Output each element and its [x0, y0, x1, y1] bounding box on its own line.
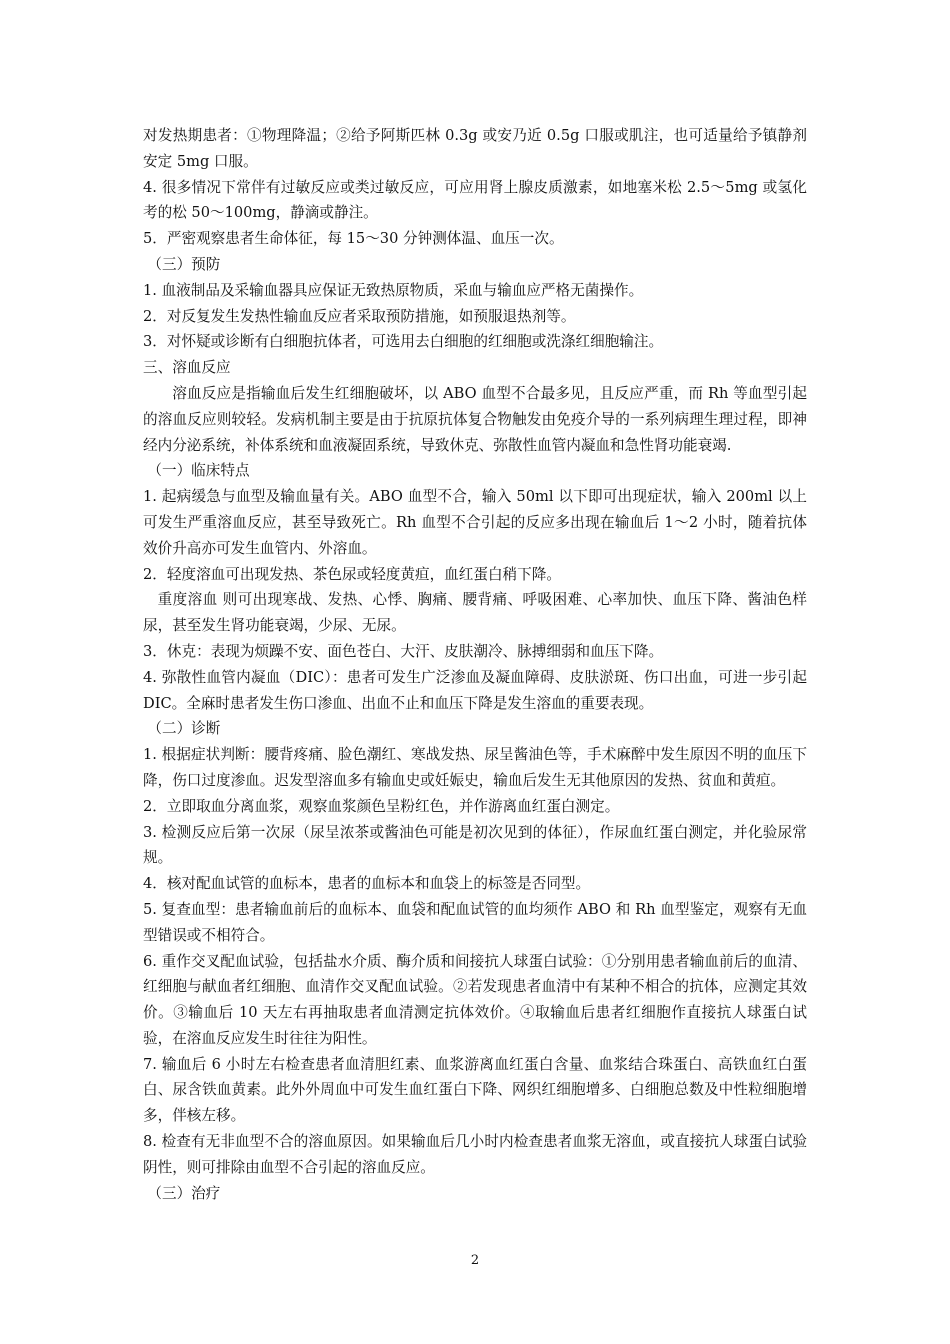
paragraph-severe-hemolysis: 重度溶血 则可出现寒战、发热、心悸、胸痛、腰背痛、呼吸困难、心率加快、血压下降、酱油色样尿，甚至发生肾功能衰竭，少尿、无尿。 [143, 591, 807, 635]
paragraph-diagnosis-2: 2．立即取血分离血浆，观察血浆颜色呈粉红色，并作游离血红蛋白测定。 [143, 797, 620, 815]
paragraph-prevention-3: 3．对怀疑或诊断有白细胞抗体者，可选用去白细胞的红细胞或洗涤红细胞输注。 [143, 333, 664, 351]
paragraph-item-5-monitor: 5．严密观察患者生命体征，每 15～30 分钟测体温、血压一次。 [143, 230, 564, 248]
paragraph-prevention-2: 2．对反复发生发热性输血反应者采取预防措施，如预服退热剂等。 [143, 307, 576, 325]
paragraph-diagnosis-7: 7. 输血后 6 小时左右检查患者血清胆红素、血浆游离血红蛋白含量、血浆结合珠蛋白、高铁血红白蛋白、尿含铁血黄素。此外外周血中可发生血红蛋白下降、网织红细胞增多、白细胞总数及中性粒细胞增多，伴核左移。 [143, 1055, 807, 1125]
paragraph-clinical-1: 1. 起病缓急与血型及输血量有关。ABO 血型不合，输入 50ml 以下即可出现症状，输入 200ml 以上可发生严重溶血反应，甚至导致死亡。Rh 血型不合引起的反应多出现在输血后 1～2 小时，随着抗体效价升高亦可发生血管内、外溶血。 [143, 488, 807, 557]
subheading-treatment: （三）治疗 [147, 1184, 221, 1202]
paragraph-diagnosis-3: 3. 检测反应后第一次尿（尿呈浓茶或酱油色可能是初次见到的体征），作尿血红蛋白测定，并化验尿常规。 [143, 823, 807, 867]
paragraph-diagnosis-1: 1. 根据症状判断：腰背疼痛、脸色潮红、寒战发热、尿呈酱油色等，手术麻醉中发生原因不明的血压下降，伤口过度渗血。迟发型溶血多有输血史或妊娠史，输血后发生无其他原因的发热、贫血和黄疸。 [143, 746, 807, 789]
paragraph-clinical-3: 3．休克：表现为烦躁不安、面色苍白、大汗、皮肤潮冷、脉搏细弱和血压下降。 [143, 642, 664, 660]
document-body [143, 123, 807, 1206]
paragraph-diagnosis-8: 8. 检查有无非血型不合的溶血原因。如果输血后几小时内检查患者血浆无溶血，或直接抗人球蛋白试验阴性，则可排除由血型不合引起的溶血反应。 [143, 1133, 807, 1176]
paragraph-clinical-4: 4. 弥散性血管内凝血（DIC）：患者可发生广泛渗血及凝血障碍、皮肤淤斑、伤口出血，可进一步引起 DIC。全麻时患者发生伤口渗血、出血不止和血压下降是发生溶血的重要表现。 [143, 668, 807, 712]
paragraph-diagnosis-6: 6. 重作交叉配血试验，包括盐水介质、酶介质和间接抗人球蛋白试验：①分别用患者输血前后的血清、红细胞与献血者红细胞、血清作交叉配血试验。②若发现患者血清中有某种不相合的抗体，应测定其效价。③输血后 10 天左右再抽取患者血清测定抗体效价。④取输血后患者红细胞作直接抗人球蛋白试验，在溶血反应发生时往往为阳性。 [143, 952, 807, 1047]
subheading-diagnosis: （二）诊断 [147, 720, 221, 738]
section-heading-hemolytic-reaction: 三、溶血反应 [143, 359, 231, 377]
paragraph-diagnosis-4: 4．核对配血试管的血标本，患者的血标本和血袋上的标签是否同型。 [143, 875, 591, 893]
subheading-clinical-features: （一）临床特点 [147, 462, 250, 480]
paragraph-fever-treatment: 对发热期患者：①物理降温；②给予阿斯匹林 0.3g 或安乃近 0.5g 口服或肌注，也可适量给予镇静剂安定 5mg 口服。 [143, 127, 807, 170]
paragraph-clinical-2: 2．轻度溶血可出现发热、茶色尿或轻度黄疸，血红蛋白稍下降。 [143, 565, 561, 583]
paragraph-diagnosis-5: 5. 复查血型：患者输血前后的血标本、血袋和配血试管的血均须作 ABO 和 Rh 血型鉴定，观察有无血型错误或不相符合。 [143, 900, 807, 944]
paragraph-prevention-1: 1. 血液制品及采输血器具应保证无致热原物质，采血与输血应严格无菌操作。 [143, 281, 644, 299]
paragraph-item-4-allergy: 4. 很多情况下常伴有过敏反应或类过敏反应，可应用肾上腺皮质激素，如地塞米松 2.5～5mg 或氢化考的松 50～100mg，静滴或静注。 [143, 178, 807, 222]
paragraph-hemolytic-intro: 溶血反应是指输血后发生红细胞破坏，以 ABO 血型不合最多见，且反应严重，而 Rh 等血型引起的溶血反应则较轻。发病机制主要是由于抗原抗体复合物触发由免疫介导的一系列病理生理过程，即神经内分泌系统，补体系统和血液凝固系统，导致休克、弥散性血管内凝血和急性肾功能衰竭. [143, 384, 807, 454]
page-number: 2 [470, 1253, 480, 1268]
subheading-prevention: （三）预防 [147, 255, 221, 273]
